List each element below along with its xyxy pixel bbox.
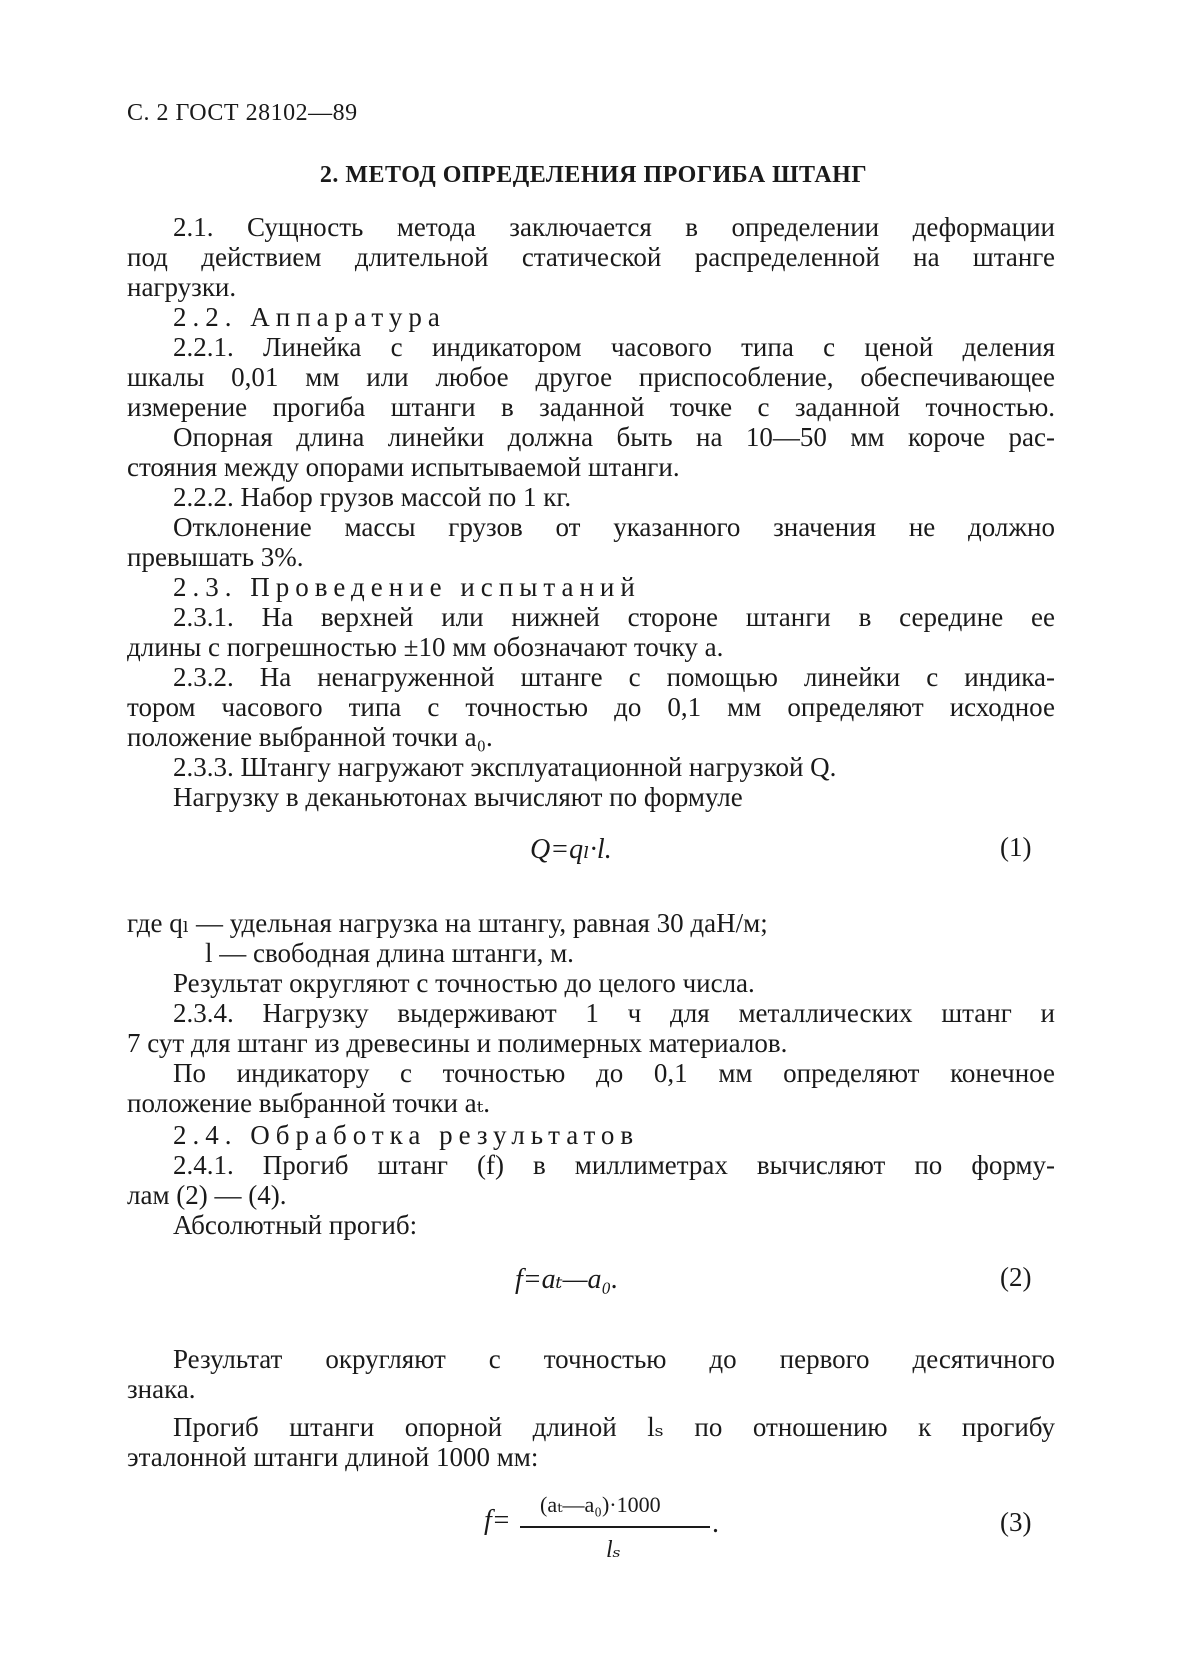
text-line: шкалы 0,01 мм или любое другое приспособление, обеспечивающее xyxy=(127,362,1055,392)
equation-number: (1) xyxy=(1000,832,1032,862)
text-line: 2.2.2. Набор грузов массой по 1 кг. xyxy=(173,482,572,512)
text-line: 2.1. Сущность метода заключается в определении деформации xyxy=(173,212,1055,242)
text-line: измерение прогиба штанги в заданной точке с заданной точностью. xyxy=(127,392,1055,422)
text-line: где qₗ — удельная нагрузка на штангу, равная 30 даН/м; xyxy=(127,908,768,938)
text-line: длины с погрешностью ±10 мм обозначают точку a. xyxy=(127,632,724,662)
text-line: Отклонение массы грузов от указанного значения не должно xyxy=(173,512,1055,542)
text-line: тором часового типа с точностью до 0,1 мм определяют исходное xyxy=(127,692,1055,722)
text-line: положение выбранной точки aₜ. xyxy=(127,1088,491,1118)
subsection-heading: 2.2. Аппаратура xyxy=(173,302,446,332)
text-line: 2.4.1. Прогиб штанг (f) в миллиметрах вычисляют по форму- xyxy=(173,1150,1055,1180)
equation-number: (2) xyxy=(1000,1262,1032,1292)
subsection-heading: 2.3. Проведение испытаний xyxy=(173,572,641,602)
formula-1: Q=qₗ·l. xyxy=(530,834,612,865)
subsection-heading: 2.4. Обработка результатов xyxy=(173,1120,640,1150)
text-line: знака. xyxy=(127,1374,196,1404)
text-line: стояния между опорами испытываемой штанги. xyxy=(127,452,680,482)
formula-3-lhs: f= xyxy=(484,1505,511,1536)
text-line: под действием длительной статической распределенной на штанге xyxy=(127,242,1055,272)
text-line: Опорная длина линейки должна быть на 10—50 мм короче рас- xyxy=(173,422,1055,452)
text-line: Прогиб штанги опорной длиной lₛ по отношению к прогибу xyxy=(173,1412,1055,1442)
formula-3-denominator: lₛ xyxy=(606,1537,621,1563)
text-line: превышать 3%. xyxy=(127,542,304,572)
text-line: 7 сут для штанг из древесины и полимерных материалов. xyxy=(127,1028,788,1058)
text-line: 2.3.3. Штангу нагружают эксплуатационной нагрузкой Q. xyxy=(173,752,837,782)
text-line: 2.3.1. На верхней или нижней стороне штанги в середине ее xyxy=(173,602,1055,632)
formula-3-end: . xyxy=(712,1508,719,1539)
text-line: 2.3.4. Нагрузку выдерживают 1 ч для металлических штанг и xyxy=(173,998,1055,1028)
text-line: Результат округляют с точностью до целого числа. xyxy=(173,968,755,998)
fraction-bar xyxy=(520,1526,710,1528)
text-line: положение выбранной точки a₀. xyxy=(127,722,493,752)
text-line: l — свободная длина штанги, м. xyxy=(205,938,574,968)
formula-3-numerator: (aₜ—a₀)·1000 xyxy=(540,1492,661,1517)
text-line: Абсолютный прогиб: xyxy=(173,1210,418,1240)
text-line: 2.3.2. На ненагруженной штанге с помощью линейки с индика- xyxy=(173,662,1055,692)
text-line: По индикатору с точностью до 0,1 мм определяют конечное xyxy=(173,1058,1055,1088)
equation-number: (3) xyxy=(1000,1507,1032,1537)
text-line: 2.2.1. Линейка с индикатором часового типа с ценой деления xyxy=(173,332,1055,362)
formula-2: f=aₜ—a₀. xyxy=(515,1264,619,1295)
text-line: эталонной штанги длиной 1000 мм: xyxy=(127,1442,539,1472)
text-line: лам (2) — (4). xyxy=(127,1180,287,1210)
text-line: Нагрузку в деканьютонах вычисляют по формуле xyxy=(173,782,743,812)
text-line: нагрузки. xyxy=(127,272,237,302)
text-line: Результат округляют с точностью до первого десятичного xyxy=(173,1344,1055,1374)
page-header: С. 2 ГОСТ 28102—89 xyxy=(127,100,358,126)
section-title: 2. МЕТОД ОПРЕДЕЛЕНИЯ ПРОГИБА ШТАНГ xyxy=(319,162,868,188)
